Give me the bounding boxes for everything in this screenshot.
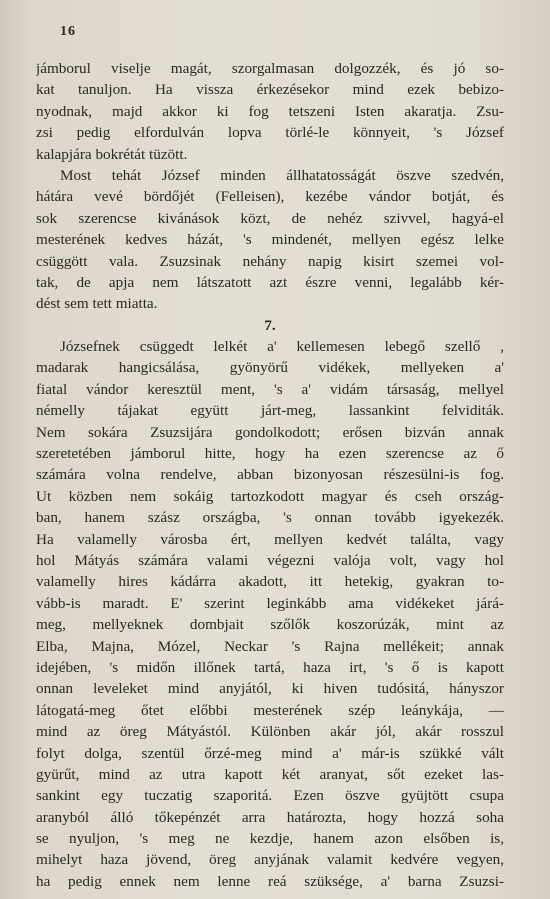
text-line: szeretetében jámborul hitte, hogy ha ezen szerencse az ő	[36, 445, 504, 463]
text-line: meg, mellyeknek dombjait szőlők koszorúzák, mint az	[36, 616, 504, 634]
text-line: Most tehát József minden állhatatosságát öszve szedvén,	[60, 166, 504, 184]
text-line: idejében, 's midőn illőnek tartá, haza irt, 's ő is kapott	[36, 658, 504, 676]
text-line: nyodnak, majd akkor ki fog tetszeni Isten akaratja. Zsu-	[36, 102, 504, 120]
text-line: kalapjára bokrétát tüzött.	[36, 145, 188, 163]
text-line: sok szerencse kivánások közt, de nehéz szivvel, hagyá-el	[36, 209, 504, 227]
text-line: dést sem tett miatta.	[36, 295, 158, 313]
text-line: csüggött vala. Zsuzsinak nehány napig kisirt szemei vol-	[36, 252, 504, 270]
text-line: fiatal vándor keresztül ment, 's a' vidám társaság, mellyel	[36, 380, 504, 398]
text-line: gyürűt, mind az utra kapott két aranyat, sőt ezeket las-	[36, 765, 504, 783]
text-line: zsi pedig elfordulván lopva törlé-le könnyeit, 's József	[36, 124, 504, 142]
text-line: Elba, Majna, Mózel, Neckar 's Rajna mellékeit; annak	[36, 637, 504, 655]
page-number: 16	[60, 24, 76, 39]
text-line: mind az öreg Mátyástól. Különben akár jól, akár rosszul	[36, 723, 504, 741]
text-line: Józsefnek csüggedt lelkét a' kellemesen lebegő szellő ,	[60, 338, 504, 356]
text-line: vább-is maradt. E' szerint leginkább ama vidékeket járá-	[36, 594, 504, 612]
text-line: Ut közben nem sokáig tartozkodott magyar és cseh ország-	[36, 487, 504, 505]
text-line: valamelly hires kádárra akadott, itt hetekig, gyakran to-	[36, 573, 504, 591]
text-line: onnan leveleket mind anyjától, ki hiven tudósitá, hányszor	[36, 680, 504, 698]
text-line: ban, hanem szász országba, 's onnan tovább igyekezék.	[36, 509, 504, 527]
text-line: Nem sokára Zsuzsijára gondolkodott; erősen bizván annak	[36, 423, 504, 441]
text-line: hátára vevé bördőjét (Felleisen), kezébe vándor botját, és	[36, 188, 504, 206]
section-heading: 7.	[264, 316, 276, 334]
text-line: tak, de apja nem látszatott azt észre venni, legalább kér-	[36, 273, 504, 291]
text-line: se nyuljon, 's meg ne kezdje, hanem azon elsőben is,	[36, 830, 504, 848]
text-line: folyt dolga, szentül őrzé-meg mind a' már-is szükké vált	[36, 744, 504, 762]
text-line: némelly tájakat együtt járt-meg, lassankint felviditák.	[36, 402, 504, 420]
text-line: aranyból álló tőkepénzét arra határozta, hogy hozzá soha	[36, 808, 504, 826]
text-line: Ha valamelly városba ért, mellyen kedvét találta, vagy	[36, 530, 504, 548]
text-line: számára volna rendelve, abban bizonyosan részesülni-is fog.	[36, 466, 504, 484]
text-line: jámborul viselje magát, szorgalmasan dolgozzék, és jó so-	[36, 60, 504, 77]
text-line: látogatá-meg őtet előbbi mesterének szép leánykája, —	[36, 701, 504, 719]
text-line: sankint egy tuczatig szaporitá. Ezen öszve gyüjtött csupa	[36, 787, 504, 805]
text-line: mesterének kedves házát, 's mindenét, mellyen egész lelke	[36, 231, 504, 249]
text-line: hol Mátyás számára valami végezni valója volt, vagy hol	[36, 551, 504, 569]
body-text	[36, 58, 504, 892]
text-line: madarak hangicsálása, gyönyörű vidékek, mellyeken a'	[36, 359, 504, 377]
text-line: mihelyt haza jövend, öreg anyjának valamit kedvére vegyen,	[36, 851, 504, 869]
text-line: ha pedig ennek nem lenne reá szüksége, a' barna Zsuzsi-	[36, 872, 504, 890]
text-line: kat tanuljon. Ha vissza érkezésekor mind ezek bebizo-	[36, 81, 504, 99]
